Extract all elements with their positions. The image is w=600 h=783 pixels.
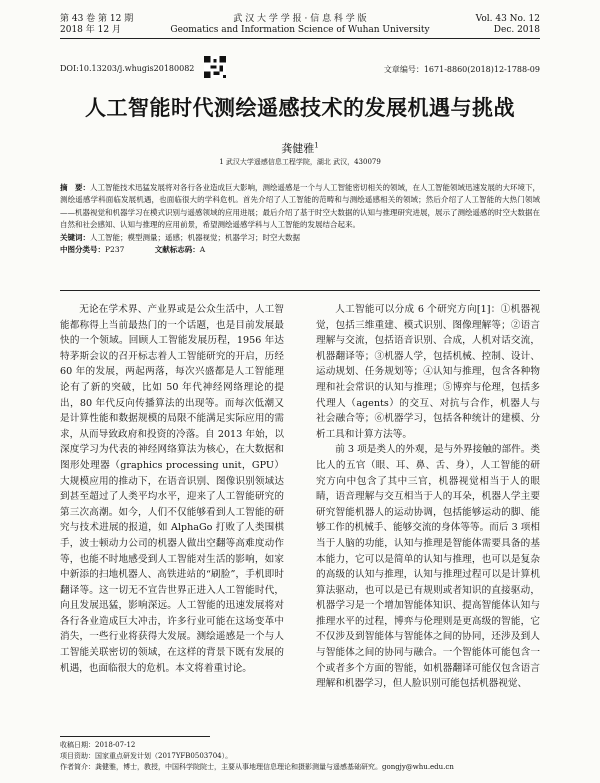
clc-value: P237 (105, 245, 125, 255)
body-paragraph: 人工智能可以分成 6 个研究方向[1]：①机器视觉，包括三维重建、模式识别、图像理解等；②语言理解与交流，包括语音识别、合成，人机对话交流，机器翻译等；③机器人学，包括机械、控制、设计、运动规划、任务规划等；④认知与推理，包含各种物理和社会常识的认知与推理；⑤博弈与伦理，包括多代理人（agents）的交互、对抗与合作，机器人与社会融合等；⑥机器学习，包括各种统计的建模、分析工具和计算方法等。 (316, 304, 540, 440)
journal-name-en: Geomatics and Information Science of Wuhan University (170, 25, 430, 35)
author-name: 龚健雅 (281, 142, 315, 155)
volume-issue: 第 43 卷 第 12 期 (60, 14, 134, 24)
body-column-right (316, 302, 540, 692)
qr-code-icon (204, 56, 226, 78)
issue-date: 2018 年 12 月 (60, 25, 121, 35)
abstract-label: 摘 要： (60, 183, 90, 192)
author-bio: 作者简介：龚健雅，博士，教授，中国科学院院士，主要从事地理信息理论和摄影测量与遥感基础研究。gongjy@whu.edu.cn (60, 763, 454, 771)
author-line (0, 140, 600, 156)
abstract (60, 182, 540, 232)
document-code (155, 245, 219, 254)
abstract-text: 人工智能技术迅猛发展将对各行各业造成巨大影响，测绘遥感是一个与人工智能密切相关的领域，在人工智能领域迅速发展的大环境下，测绘遥感学科面临发展机遇，也面临很大的学科危机。首先介绍了人工智能的范畴和与测绘遥感相关的领域；然后介绍了人工智能的大热门领域——机器视觉和机器学习在模式识别与遥感领域的应用进展；最后介绍了基于时空大数据的认知与推理研究进展，展示了测绘遥感的时空大数据在自然和社会感知、认知与推理的应用前景，希望测绘遥感学科与人工智能的发展结合起来。 (60, 183, 540, 230)
funding: 项目资助：国家重点研发计划（2017YFB0503704）。 (60, 752, 233, 760)
volume-issue-en: Vol. 43 No. 12 (475, 14, 540, 24)
keywords-text: 人工智能；模型测量；遥感；机器视觉；机器学习；时空大数据 (90, 232, 300, 242)
document-code-label: 文献标志码： (154, 245, 200, 255)
affiliation: 1 武汉大学遥感信息工程学院，湖北 武汉，430079 (219, 158, 381, 166)
document-code-value: A (199, 245, 206, 255)
doi: DOI:10.13203/j.whugis20180082 (60, 64, 195, 73)
running-header-right (476, 14, 540, 36)
body-column-left (60, 302, 284, 676)
author-affiliation-mark: 1 (314, 141, 319, 150)
journal-name-cn: 武 汉 大 学 学 报 · 信 息 科 学 版 (233, 14, 367, 24)
body-paragraph: 无论在学术界、产业界或是公众生活中，人工智能都称得上当前最热门的一个话题，也是目前发展最快的一个领域。回顾人工智能发展历程，1956 年达特茅斯会议的召开标志着人工智能研究的开启，历经 60 年的发展，两起两落，每次兴盛都是人工智能理论有了新的突破，比如 50 年代神经网络理论的提出，80 年代反向传播算法的出现等。而每次低潮又是计算性能和数据规模的局限不能满足实际应用的需求，从而导致政府和投资的冷落。自 2013 年始，以深度学习为代表的神经网络算法为核心，在大数据和图形处理器（graphics processing unit，GPU）大规模应用的推动下，在语音识别、图像识别领域达到甚至超过了人类平均水平，迎来了人工智能研究的第三次高潮。如今，人们不仅能够看到人工智能的研究与技术进展的报道，如 AlphaGo 打败了人类围棋手，波士顿动力公司的机器人做出空翻等高难度动作等，也能不时地感受到人工智能对生活的影响，如家中新添的扫地机器人、高铁进站的“刷脸”，手机即时翻译等。这一切无不宣告世界正进入人工智能时代，向且发展迅猛，影响深远。人工智能的迅速发展将对各行各业造成巨大冲击，许多行业可能在这场变革中消失，一些行业将获得大发展。测绘遥感是一个与人工智能关联密切的领域，在这样的背景下既有发展的机遇，也面临很大的危机。本文将着重讨论。 (60, 304, 284, 674)
abstract-divider (60, 290, 540, 291)
abstract-block (60, 182, 540, 256)
article-number: 文章编号：1671-8860(2018)12-1788-09 (383, 65, 540, 74)
keywords-label: 关键词： (60, 232, 90, 242)
clc-label: 中图分类号： (60, 245, 105, 255)
classification-line (60, 244, 540, 256)
received-date: 收稿日期：2018-07-12 (60, 741, 136, 749)
body-paragraph: 前 3 项是类人的外观，是与外界接触的部件。类比人的五官（眼、耳、鼻、舌、身），人工智能的研究方向中包含了其中三官，机器视觉相当于人的眼睛，语音理解与交互相当于人的耳朵，机器人学主要研究智能机器人的运动协调，包括能够运动的脚、能够工作的机械手、能够交流的身体等等。而后 3 项相当于人脑的功能，认知与推理是智能体需要具备的基本能力，它可以是简单的认知与推理，也可以是复杂的高级的认知与推理，认知与推理过程可以是计算机算法驱动，也可以是已有规则或者知识的直接驱动，机器学习是一个增加智能体知识、提高智能体认知与推理水平的过程，博弈与伦理则是更高级的智能，它不仅涉及到智能体与智能体之间的协同，还涉及到人与智能体之间的协同与融合。一个智能体可能包含一个或者多个方面的智能，如机器翻译可能仅包含语言理解和机器学习，但人脸识别可能包括机器视觉、 (316, 444, 540, 690)
footnote-divider (60, 736, 210, 737)
paper-title: 人工智能时代测绘遥感技术的发展机遇与挑战 (85, 96, 515, 120)
header-divider (60, 38, 540, 39)
clc-number (60, 245, 138, 254)
issue-date-en: Dec. 2018 (493, 25, 540, 35)
keywords (60, 232, 540, 244)
footnotes (60, 740, 540, 773)
